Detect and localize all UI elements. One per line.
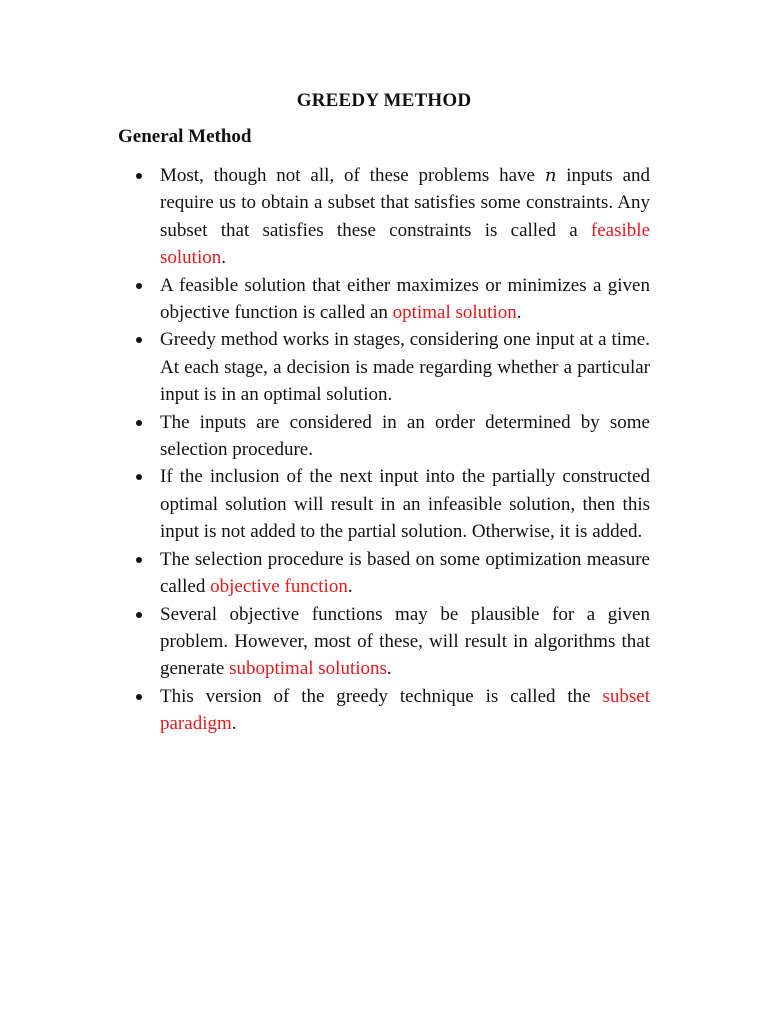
highlight-term: objective function [210,576,348,598]
bullet-icon [136,612,142,618]
math-variable: n [544,165,557,186]
text-run: If the inclusion of the next input into the partially constructed optimal solution will result in an infeasible solution, then this input is not added to the partial solution. Otherwise, it is added. [160,466,650,543]
bullet-icon [136,337,142,343]
bullet-text [160,549,650,597]
text-run: inputs and require us to obtain a subset that satisfies some constraints. Any subset that satisfies these constraints is called a [160,165,650,241]
text-run: Most, though not all, of these problems have [160,165,545,186]
bullet-text [160,604,650,680]
section-heading: General Method [118,126,252,147]
list-item [118,601,650,683]
text-run: . [231,713,237,735]
bullet-text [160,466,650,542]
bullet-icon [136,283,142,289]
text-run: . [386,658,392,680]
bullet-list [118,162,650,738]
highlight-term: optimal solution [392,302,517,324]
bullet-icon [136,694,142,700]
list-item [118,546,650,601]
text-run: . [516,302,522,324]
bullet-icon [136,557,142,563]
bullet-icon [136,173,142,179]
bullet-text [160,329,650,405]
bullet-icon [136,420,142,426]
highlight-term: feasible solution [160,219,650,269]
text-run: The inputs are considered in an order determined by some selection procedure. [160,411,650,461]
bullet-text [160,275,650,323]
list-item [118,162,650,272]
list-item [118,272,650,327]
list-item [118,409,650,464]
bullet-text [160,686,650,734]
text-run: . [221,247,226,269]
highlight-term: suboptimal solutions [229,658,387,680]
bullet-icon [136,474,142,480]
text-run: The selection procedure is based on some optimization measure called [160,548,650,598]
bullet-text [160,165,650,268]
text-run: Greedy method works in stages, considering one input at a time. At each stage, a decision is made regarding whether a particular input is in an optimal solution. [160,329,650,406]
page-title: GREEDY METHOD [296,90,472,111]
highlight-term: subset paradigm [160,685,650,735]
list-item [118,463,650,545]
text-run: . [347,576,353,598]
bullet-text [160,412,650,460]
list-item [118,326,650,408]
text-run: Several objective functions may be plausible for a given problem. However, most of these, will result in algorithms that generate [160,603,650,680]
list-item [118,683,650,738]
text-run: A feasible solution that either maximizes or minimizes a given objective function is called an [160,274,650,324]
text-run: This version of the greedy technique is called the [160,685,603,707]
